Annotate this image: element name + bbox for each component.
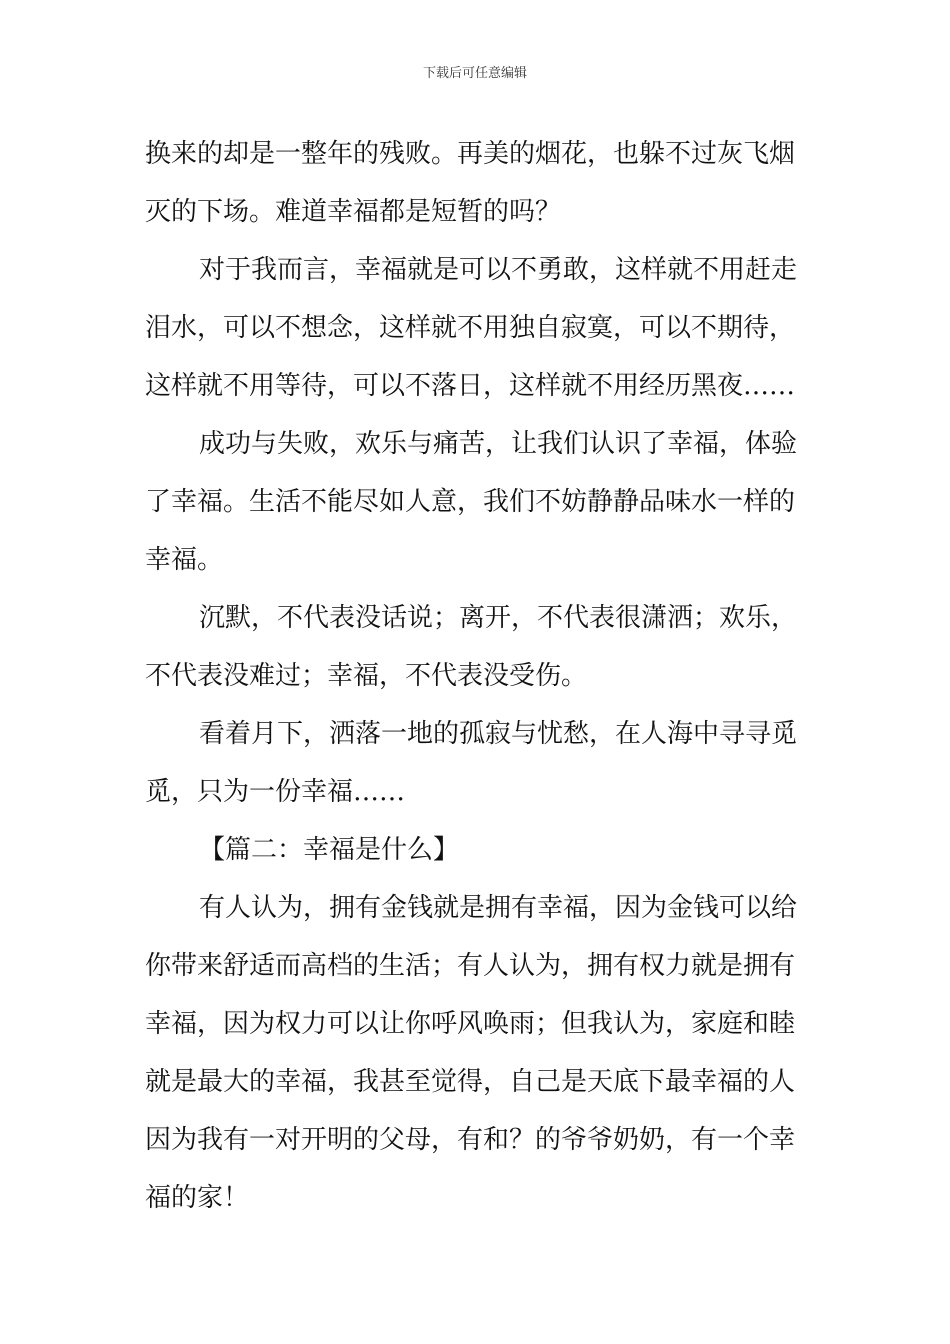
text-line: 沉默，不代表没话说；离开，不代表很潇洒；欢乐， [199,603,798,633]
text-line: 你带来舒适而高档的生活；有人认为，拥有权力就是拥有 [145,951,796,981]
text-line: 福的家！ [145,1183,250,1213]
text-line: 就是最大的幸福，我甚至觉得，自己是天底下最幸福的人 [145,1067,796,1097]
text-line: 换来的却是一整年的残败。再美的烟花，也躲不过灰飞烟 [145,139,796,169]
document-body [145,125,810,1227]
text-line: 有人认为，拥有金钱就是拥有幸福，因为金钱可以给 [199,893,798,923]
text-line: 看着月下，洒落一地的孤寂与忧愁，在人海中寻寻觅 [199,719,798,749]
text-line: 不代表没难过；幸福，不代表没受伤。 [145,661,588,691]
section-heading: 【篇二：幸福是什么】 [199,835,460,865]
text-line: 了幸福。生活不能尽如人意，我们不妨静静品味水一样的 [145,487,796,517]
text-line: 这样就不用等待，可以不落日，这样就不用经历黑夜…… [145,371,796,401]
text-line: 对于我而言，幸福就是可以不勇敢，这样就不用赶走 [199,255,798,285]
text-line: 幸福。 [145,545,224,575]
text-line: 泪水，可以不想念，这样就不用独自寂寞，可以不期待， [145,313,796,343]
text-line: 灭的下场。难道幸福都是短暂的吗？ [145,197,562,227]
text-line: 因为我有一对开明的父母，有和？的爷爷奶奶，有一个幸 [145,1125,796,1155]
text-line: 幸福，因为权力可以让你呼风唤雨；但我认为，家庭和睦 [145,1009,796,1039]
text-line: 觅，只为一份幸福…… [145,777,406,807]
page-header: 下载后可任意编辑 [422,66,527,81]
text-line: 成功与失败，欢乐与痛苦，让我们认识了幸福，体验 [199,429,798,459]
